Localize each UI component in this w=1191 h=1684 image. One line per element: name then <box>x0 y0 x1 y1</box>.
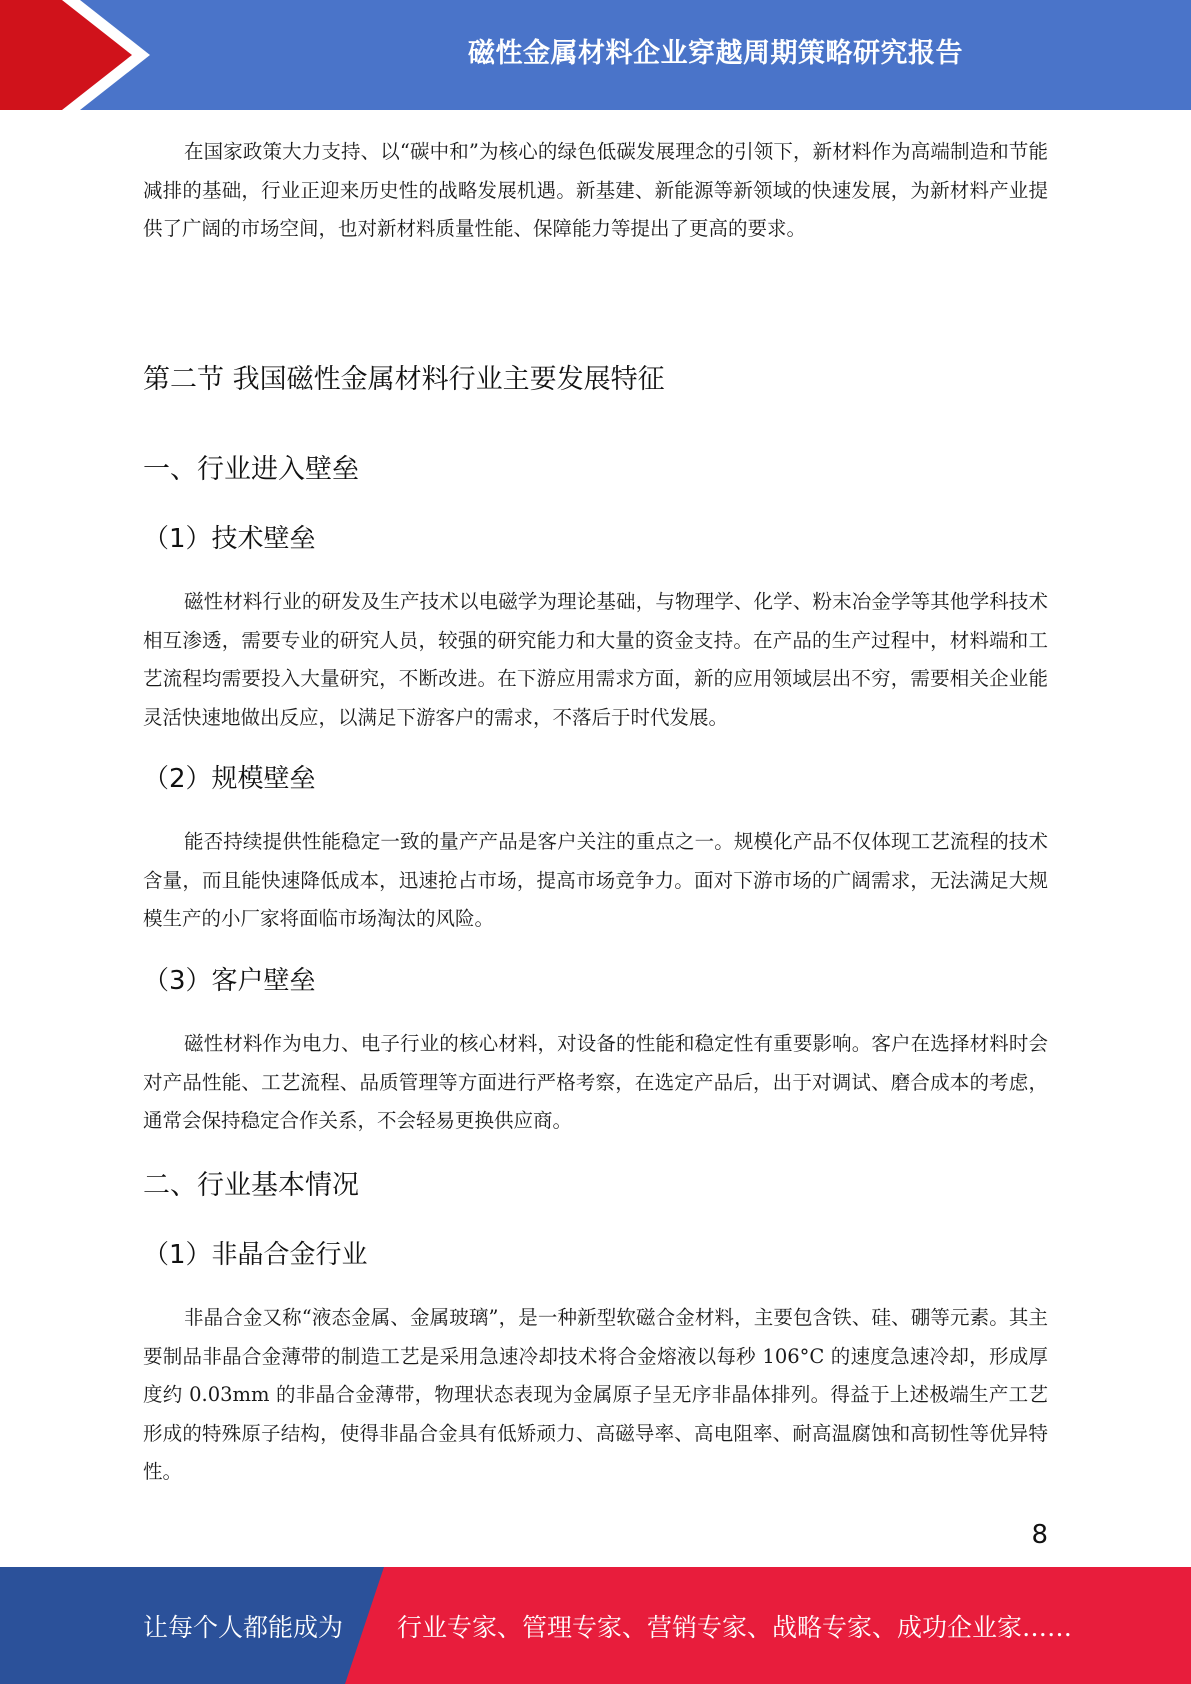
amorphous-alloy-title: （1）非晶合金行业 <box>143 1240 368 1270</box>
header-arrow-icon <box>0 0 160 110</box>
report-title: 磁性金属材料企业穿越周期策略研究报告 <box>468 37 963 69</box>
customer-barrier-title: （3）客户壁垒 <box>143 966 316 996</box>
intro-paragraph: 在国家政策大力支持、以“碳中和”为核心的绿色低碳发展理念的引领下，新材料作为高端制造和节能减排的基础，行业正迎来历史性的战略发展机遇。新基建、新能源等新领域的快速发展，为新材料产业提供了广阔的市场空间，也对新材料质量性能、保障能力等提出了更高的要求。 <box>143 140 1048 240</box>
report-header <box>0 0 1191 110</box>
tech-barrier-paragraph: 磁性材料行业的研发及生产技术以电磁学为理论基础，与物理学、化学、粉末冶金学等其他学科技术相互渗透，需要专业的研究人员，较强的研究能力和大量的资金支持。在产品的生产过程中，材料端和工艺流程均需要投入大量研究，不断改进。在下游应用需求方面，新的应用领域层出不穷，需要相关企业能灵活快速地做出反应，以满足下游客户的需求，不落后于时代发展。 <box>143 590 1048 729</box>
customer-barrier-paragraph: 磁性材料作为电力、电子行业的核心材料，对设备的性能和稳定性有重要影响。客户在选择材料时会对产品性能、工艺流程、品质管理等方面进行严格考察，在选定产品后，出于对调试、磨合成本的考虑，通常会保持稳定合作关系，不会轻易更换供应商。 <box>143 1032 1048 1132</box>
page-number: 8 <box>1031 1520 1048 1550</box>
scale-barrier-paragraph: 能否持续提供性能稳定一致的量产产品是客户关注的重点之一。规模化产品不仅体现工艺流程的技术含量，而且能快速降低成本，迅速抢占市场，提高市场竞争力。面对下游市场的广阔需求，无法满足大规模生产的小厂家将面临市场淘汰的风险。 <box>143 830 1048 930</box>
tech-barrier-title: （1）技术壁垒 <box>143 524 316 554</box>
part2-title: 二、行业基本情况 <box>143 1170 359 1201</box>
report-footer <box>0 1567 1191 1684</box>
section-title: 第二节 我国磁性金属材料行业主要发展特征 <box>143 364 665 395</box>
footer-slogan-left: 让每个人都能成为 <box>143 1612 344 1642</box>
amorphous-alloy-paragraph: 非晶合金又称“液态金属、金属玻璃”，是一种新型软磁合金材料，主要包含铁、硅、硼等元素。其主要制品非晶合金薄带的制造工艺是采用急速冷却技术将合金熔液以每秒 106°C 的速度急速冷却，形成厚度约 0.03mm 的非晶合金薄带，物理状态表现为金属原子呈无序非晶体排列。得益于上述极端生产工艺形成的特殊原子结构，使得非晶合金具有低矫顽力、高磁导率、高电阻率、耐高温腐蚀和高韧性等优异特性。 <box>143 1306 1048 1483</box>
part1-title: 一、行业进入壁垒 <box>143 454 359 485</box>
scale-barrier-title: （2）规模壁垒 <box>143 764 316 794</box>
footer-slogan-right: 行业专家、管理专家、营销专家、战略专家、成功企业家…… <box>397 1612 1073 1642</box>
